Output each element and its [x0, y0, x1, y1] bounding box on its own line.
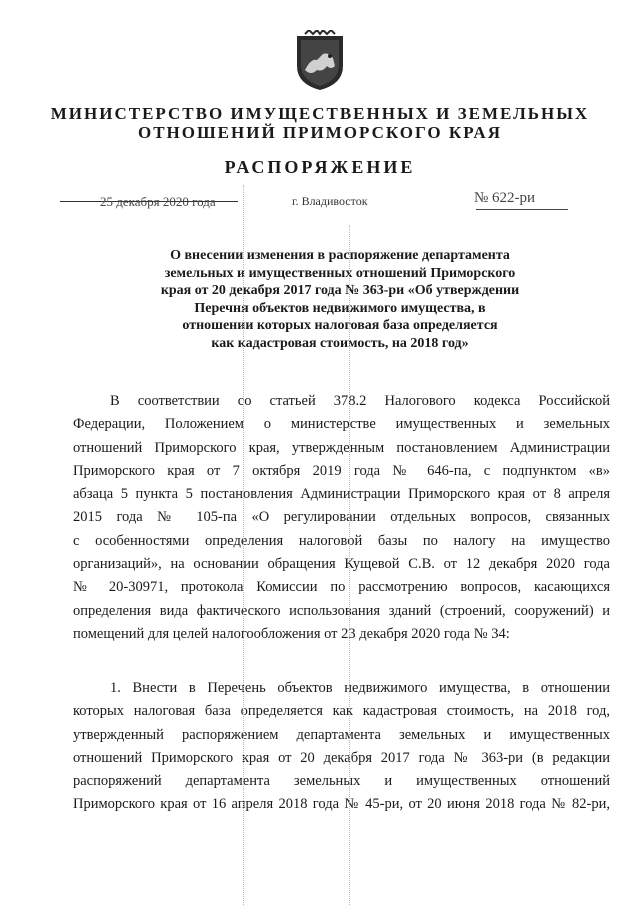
text-line: 1. Внести в Перечень объектов недвижимого имущества, в отношении [110, 680, 610, 696]
text-line: организаций», на основании обращения Кущевой С.В. от 12 декабря 2020 года [73, 556, 610, 573]
number-underline [476, 209, 568, 210]
text-line: помещений для целей налогообложения от 23 декабря 2020 года № 34: [73, 625, 510, 642]
text-line: с особенностями определения налоговой базы по налогу на имущество [73, 532, 610, 549]
text-line: Федерации, Положением о министерстве имущественных и земельных [73, 416, 610, 433]
text-line: № 20-30971, протокола Комиссии по рассмотрению вопросов, касающихся [73, 579, 610, 596]
text-line: утвержденный распоряжением департамента земельных и имущественных [73, 726, 610, 743]
text-line: распоряжений департамента земельных и имущественных отношений [73, 773, 610, 790]
scan-artifact-line [243, 185, 244, 905]
clause-1-paragraph [73, 677, 610, 817]
coat-of-arms-icon [293, 30, 347, 92]
subject-line: отношении которых налоговая база определяется [182, 318, 498, 333]
text-line: определения вида фактического использования зданий (строений, сооружений) и [73, 602, 610, 619]
ministry-name-line2: ОТНОШЕНИЙ ПРИМОРСКОГО КРАЯ [138, 123, 502, 142]
text-line: отношений Приморского края, утвержденным постановлением Администрации [73, 439, 610, 456]
text-line: 2015 года № 105-па «О регулировании отдельных вопросов, связанных [73, 509, 610, 526]
document-type-title: РАСПОРЯЖЕНИЕ [224, 157, 416, 177]
subject-line: О внесении изменения в распоряжение департамента [170, 248, 510, 263]
text-line: абзаца 5 пункта 5 постановления Администрации Приморского края от 8 апреля [73, 486, 610, 503]
subject-line: как кадастровая стоимость, на 2018 год» [211, 335, 469, 351]
preamble-paragraph [73, 390, 610, 646]
document-city: г. Владивосток [292, 194, 368, 208]
document-date: 25 декабря 2020 года [100, 194, 216, 209]
text-line: В соответствии со статьей 378.2 Налогового кодекса Российской [110, 393, 610, 409]
document-subject [120, 247, 560, 352]
text-line: которых налоговая база определяется как кадастровая стоимость, на 2018 год, [73, 703, 610, 720]
document-number: № 622-ри [474, 190, 536, 206]
subject-line: края от 20 декабря 2017 года № 363-ри «Об утверждении [160, 283, 520, 298]
ministry-name-line1: МИНИСТЕРСТВО ИМУЩЕСТВЕННЫХ И ЗЕМЕЛЬНЫХ [50, 104, 590, 123]
scan-artifact-line [349, 225, 350, 905]
text-line: отношений Приморского края от 20 декабря 2017 года № 363-ри (в редакции [73, 749, 610, 766]
subject-line: Перечня объектов недвижимого имущества, в [194, 300, 486, 316]
text-line: Приморского края от 7 октября 2019 года № 646-па, с подпунктом «в» [73, 462, 610, 479]
subject-line: земельных и имущественных отношений Приморского [164, 265, 516, 281]
text-line: Приморского края от 16 апреля 2018 года № 45-ри, от 20 июня 2018 года № 82-ри, [73, 796, 610, 813]
